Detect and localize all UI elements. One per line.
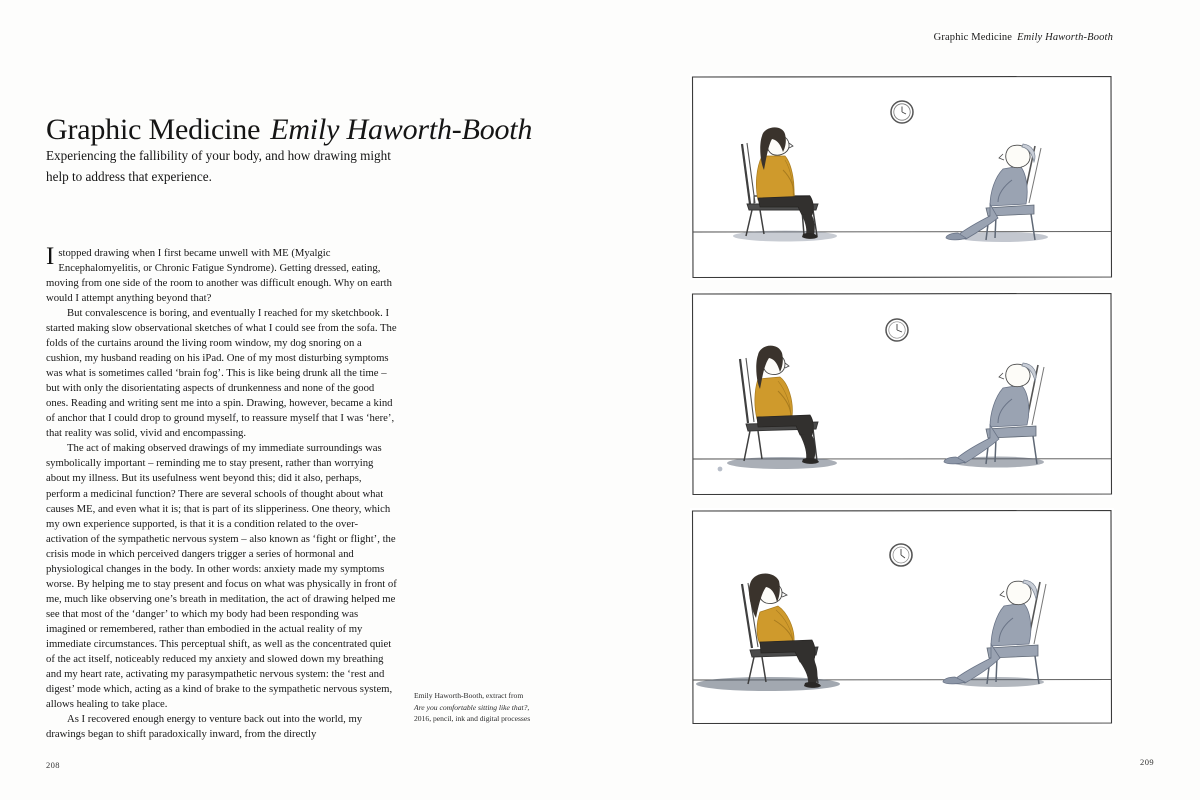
panel-2-artwork <box>690 291 1114 497</box>
wall-clock-icon <box>890 544 912 566</box>
body-paragraph-1 <box>46 243 398 306</box>
caption-line-title: Are you comfortable sitting like that?, <box>414 702 530 712</box>
running-header-section: Graphic Medicine <box>933 32 1013 43</box>
comic-panel-1 <box>690 74 1114 280</box>
page-title <box>46 113 532 147</box>
body-paragraph-1-text: stopped drawing when I first became unwell with ME (Myalgic Encephalomyelitis, or Chronic Fatigue Syndrome). Getting dressed, eating, moving from one side of the room to another was difficult enough. Why on earth would I attempt anything beyond that? <box>46 247 392 305</box>
caption-line-credit: Emily Haworth-Booth, extract from <box>414 691 524 700</box>
folio-right: 209 <box>1140 757 1154 767</box>
drop-cap: I <box>46 243 55 270</box>
illustration-caption <box>414 690 594 725</box>
body-paragraph-2: But convalescence is boring, and eventually I reached for my sketchbook. I started making slow observational sketches of what I could see from the sofa. The folds of the curtains around the living room window, my dog snoring on a cushion, my husband reading on his iPad. One of my most disturbing symptoms was what is sometimes called ‘brain fog’. This is like being drunk all the time – but with only the disorientating aspects of drunkenness and none of the good ones. Reading and writing sent me into a spin. Drawing, however, became a kind of anchor that I could drop to ground myself, to reassure myself that I was ‘here’, that reality was solid, vivid and encompassing. <box>46 307 397 440</box>
comic-panel-3 <box>690 508 1114 726</box>
comic-panel-2 <box>690 291 1114 497</box>
article-title-text: Graphic Medicine <box>46 113 261 147</box>
panel-3-artwork <box>690 508 1114 726</box>
running-header <box>934 32 1113 43</box>
body-paragraph-3: The act of making observed drawings of my immediate surroundings was symbolically important – reminding me to stay present, rather than worrying about my illness. But its usefulness went beyond this; did it also, perhaps, perform a medicinal function? There are several schools of thought about what causes ME, and even what it is; that is part of its slipperiness. One theory, which my own experience supported, is that it is a condition related to the over-activation of the sympathetic nervous system – also known as ‘fight or flight’, the crisis mode in which perceived dangers trigger a series of hormonal and physiological changes in the body. In other words: anxiety made my symptoms worse. By helping me to stay present and focus on what was physically in front of me, much like observing one’s breath in meditation, the act of drawing helped me see that most of the ‘danger’ to which my body had been responding was imagined or remembered, rather than embodied in the actual reality of my immediate circumstances. This perceptual shift, as well as the concentrated quiet of the act itself, noticeably reduced my anxiety and slowed down my breathing and my heart rate, activating my parasympathetic nervous system: the ‘rest and digest’ mode which, acting as a kind of brake to the sympathetic nervous system, allows healing to take place. <box>46 442 397 710</box>
body-text-column <box>46 243 398 742</box>
panel-1-artwork <box>690 74 1114 280</box>
folio-left: 208 <box>46 760 60 770</box>
comic-strip <box>690 74 1114 726</box>
body-paragraph-4: As I recovered enough energy to venture back out into the world, my drawings began to shift paradoxically inward, from the directly <box>46 712 363 740</box>
article-title-author: Emily Haworth-Booth <box>270 113 533 147</box>
caption-line-media: 2016, pencil, ink and digital processes <box>414 714 531 724</box>
standfirst: Experiencing the fallibility of your body, and how drawing might help to address that experience. <box>46 148 391 184</box>
running-header-author: Emily Haworth-Booth <box>1017 32 1113 43</box>
